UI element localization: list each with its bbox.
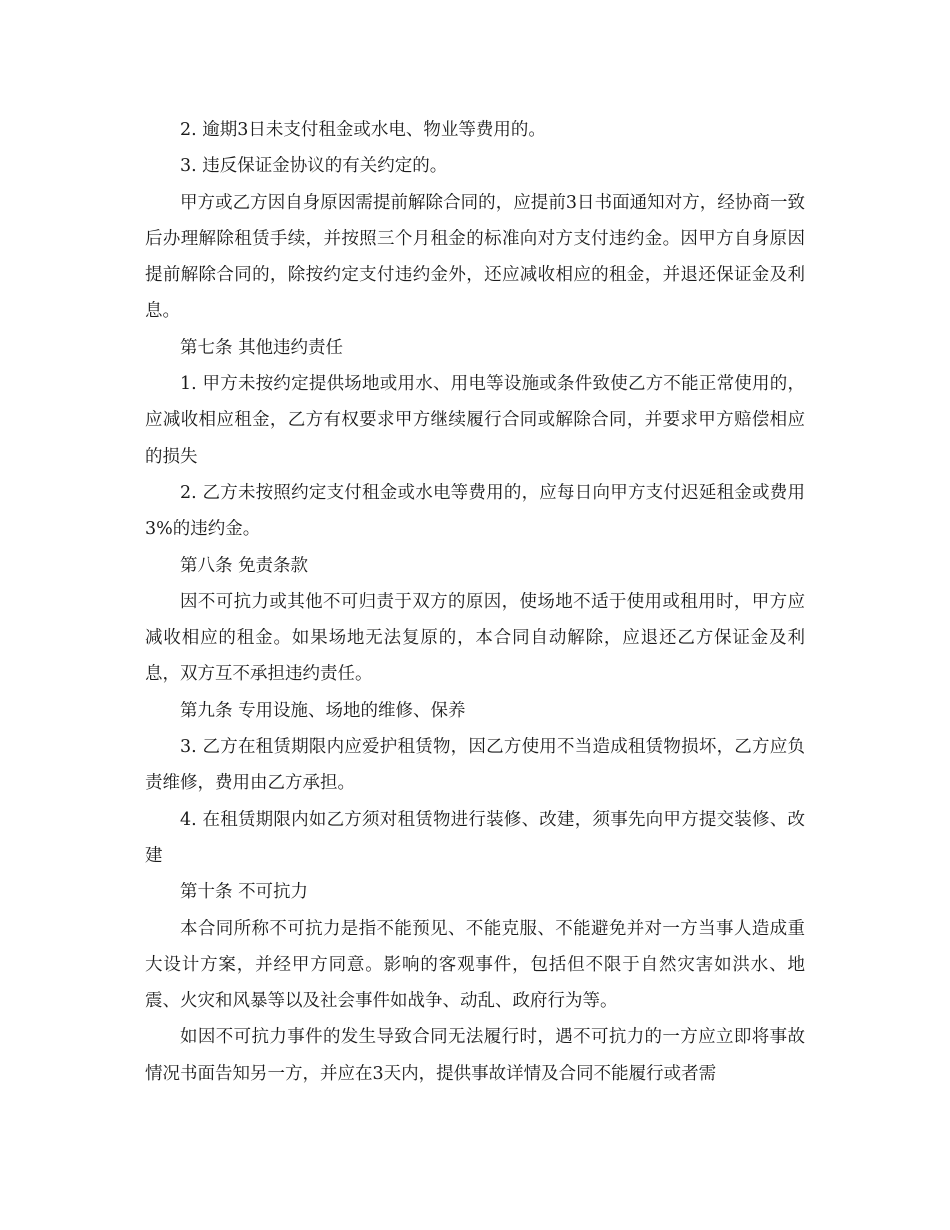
paragraph-landlord-breach: 1. 甲方未按约定提供场地或用水、用电等设施或条件致使乙方不能正常使用的，应减收相应租金，乙方有权要求甲方继续履行合同或解除合同，并要求甲方赔偿相应的损失 (145, 374, 805, 467)
paragraph-maintenance: 3. 乙方在租赁期限内应爱护租赁物，因乙方使用不当造成租赁物损坏，乙方应负责维修，费用由乙方承担。 (145, 737, 805, 794)
section-heading-article-10: 第十条 不可抗力 (180, 882, 309, 903)
paragraph-deposit-violation: 3. 违反保证金协议的有关约定的。 (180, 156, 448, 177)
paragraph-overdue-payment: 2. 逾期3日未支付租金或水电、物业等费用的。 (180, 120, 546, 140)
paragraph-tenant-late-payment: 2. 乙方未按照约定支付租金或水电等费用的，应每日向甲方支付迟延租金或费用3%的违约金。 (145, 482, 805, 540)
paragraph-early-termination: 甲方或乙方因自身原因需提前解除合同的，应提前3日书面通知对方，经协商一致后办理解除租赁手续，并按照三个月租金的标准向对方支付违约金。因甲方自身原因提前解除合同的，除按约定支付违约金外，还应减收相应的租金，并退还保证金及利息。 (145, 192, 805, 322)
section-heading-article-9: 第九条 专用设施、场地的维修、保养 (180, 700, 466, 721)
paragraph-renovation: 4. 在租赁期限内如乙方须对租赁物进行装修、改建，须事先向甲方提交装修、改建 (145, 809, 805, 866)
section-heading-article-8: 第八条 免责条款 (180, 555, 309, 576)
paragraph-force-majeure-definition: 本合同所称不可抗力是指不能预见、不能克服、不能避免并对一方当事人造成重大设计方案，并经甲方同意。影响的客观事件，包括但不限于自然灾害如洪水、地震、火灾和风暴等以及社会事件如战争、动乱、政府行为等。 (145, 918, 805, 1012)
paragraph-exemption: 因不可抗力或其他不可归责于双方的原因，使场地不适于使用或租用时，甲方应减收相应的租金。如果场地无法复原的，本合同自动解除，应退还乙方保证金及利息，双方互不承担违约责任。 (145, 591, 805, 685)
section-heading-article-7: 第七条 其他违约责任 (180, 337, 344, 358)
paragraph-force-majeure-notice: 如因不可抗力事件的发生导致合同无法履行时，遇不可抗力的一方应立即将事故情况书面告知另一方，并应在3天内，提供事故详情及合同不能履行或者需 (145, 1027, 805, 1084)
document-body (145, 112, 805, 1092)
